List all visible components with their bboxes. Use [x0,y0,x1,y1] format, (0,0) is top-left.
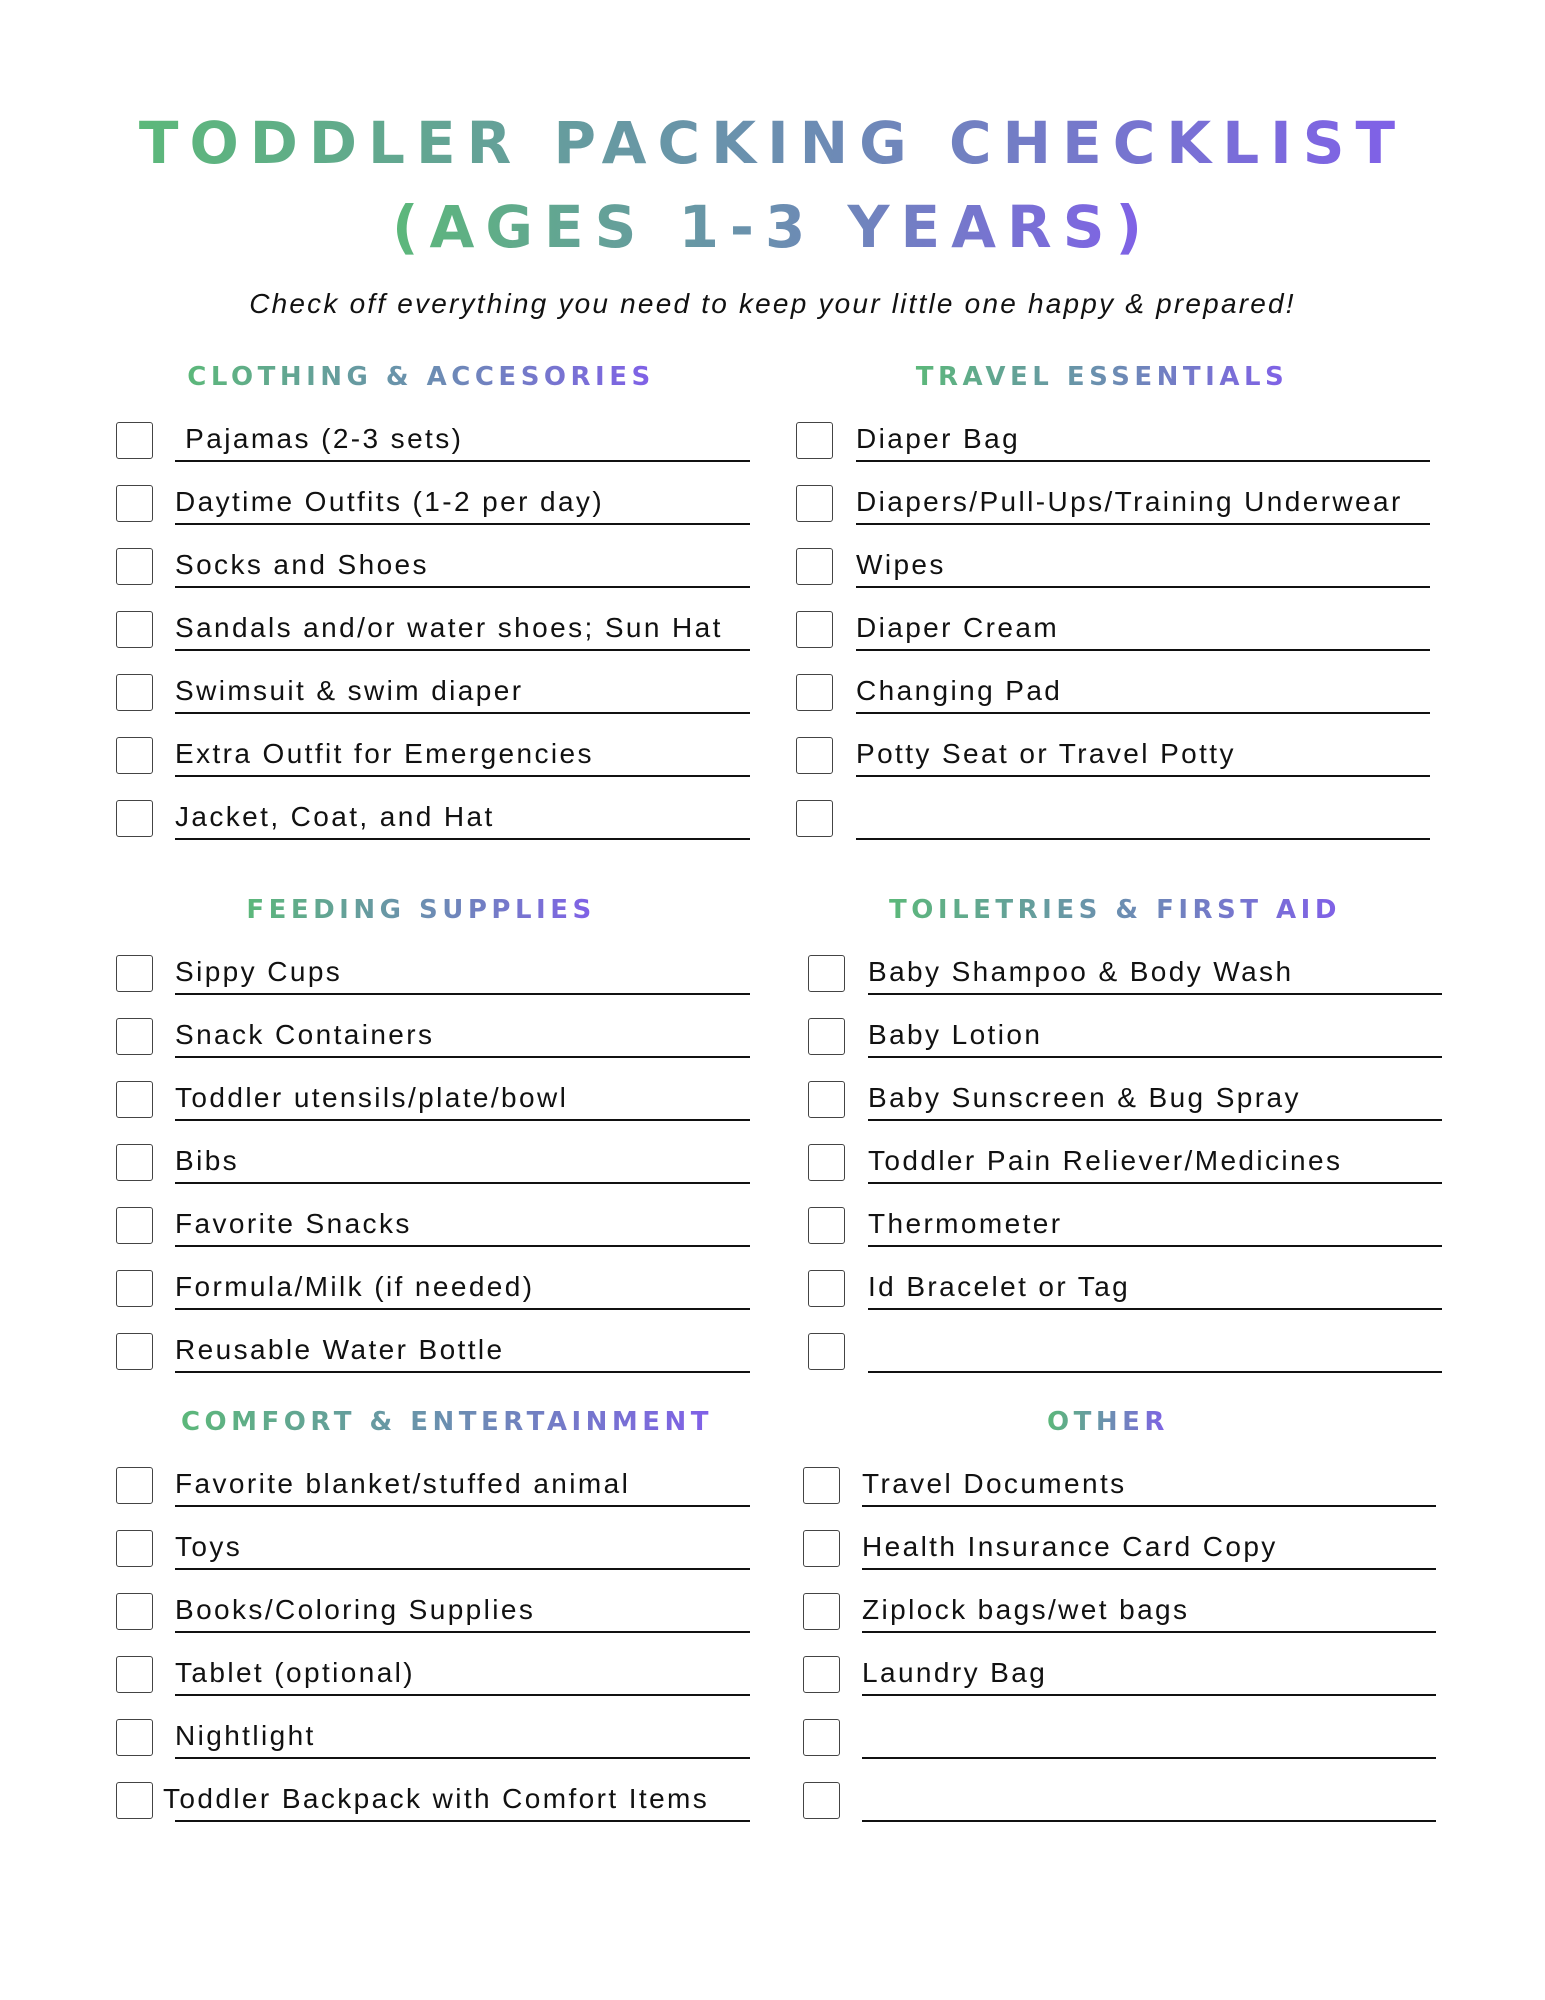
write-in-line [856,712,1430,714]
item-label: Favorite blanket/stuffed animal [175,1468,631,1499]
subtitle: Check off everything you need to keep your little one happy & prepared! [249,288,1296,319]
write-in-line [856,460,1430,462]
checkbox[interactable] [796,422,833,459]
item-label: Sippy Cups [175,956,343,987]
checkbox[interactable] [808,1270,845,1307]
item-label: Diaper Bag [856,423,1021,454]
checklist-item [0,737,1545,800]
item-label: Daytime Outfits (1-2 per day) [175,486,605,517]
item-label: Reusable Water Bottle [175,1334,505,1365]
item-label: Extra Outfit for Emergencies [175,738,594,769]
item-label: Books/Coloring Supplies [175,1594,536,1625]
checkbox[interactable] [808,1333,845,1370]
page-title-line2: (AGES 1-3 YEARS) [391,193,1153,261]
item-label: Jacket, Coat, and Hat [175,801,495,832]
item-label: Baby Lotion [868,1019,1043,1050]
item-label: Snack Containers [175,1019,435,1050]
write-in-line [862,1631,1436,1633]
section-title-comfort: COMFORT & ENTERTAINMENT [180,1407,714,1437]
checkbox[interactable] [803,1656,840,1693]
item-label: Baby Shampoo & Body Wash [868,956,1294,987]
item-label: Health Insurance Card Copy [862,1531,1278,1562]
checklist-item [0,800,1545,863]
item-label: Socks and Shoes [175,549,429,580]
item-label: Wipes [856,549,946,580]
checkbox[interactable] [803,1782,840,1819]
item-label: Toddler Backpack with Comfort Items [163,1783,710,1814]
item-label: Pajamas (2-3 sets) [175,423,464,454]
checkbox[interactable] [796,548,833,585]
checklist-item [0,1719,1545,1782]
page-title-line1: TODDLER PACKING CHECKLIST [138,109,1407,177]
checkbox[interactable] [808,1018,845,1055]
checkbox[interactable] [796,800,833,837]
write-in-line [856,523,1430,525]
item-label: Travel Documents [862,1468,1127,1499]
write-in-line [862,1694,1436,1696]
item-label: Toddler Pain Reliever/Medicines [868,1145,1343,1176]
checklist-item [0,1593,1545,1656]
item-label: Id Bracelet or Tag [868,1271,1131,1302]
checkbox[interactable] [808,1207,845,1244]
write-in-line [868,1245,1442,1247]
section-title-clothing: CLOTHING & ACCESORIES [187,362,655,392]
checkbox[interactable] [803,1719,840,1756]
item-label: Thermometer [868,1208,1063,1239]
write-in-line [868,1308,1442,1310]
checklist-item [0,1467,1545,1530]
checkbox[interactable] [803,1530,840,1567]
checklist-item [0,1270,1545,1333]
section-title-toiletries: TOILETRIES & FIRST AID [889,895,1341,925]
item-label: Diaper Cream [856,612,1060,643]
checkbox[interactable] [808,955,845,992]
checklist-item [0,955,1545,1018]
checkbox[interactable] [808,1144,845,1181]
checklist-item [0,1782,1545,1845]
item-label: Toddler utensils/plate/bowl [175,1082,569,1113]
checkbox[interactable] [796,611,833,648]
section-title-feeding: FEEDING SUPPLIES [246,895,596,925]
write-in-line [856,586,1430,588]
item-label: Formula/Milk (if needed) [175,1271,535,1302]
checklist-item [0,422,1545,485]
checkbox[interactable] [803,1593,840,1630]
item-label: Bibs [175,1145,240,1176]
write-in-line[interactable] [862,1820,1436,1822]
write-in-line[interactable] [856,838,1430,840]
item-label: Changing Pad [856,675,1063,706]
write-in-line [856,775,1430,777]
item-label: Favorite Snacks [175,1208,412,1239]
checkbox[interactable] [796,737,833,774]
item-label: Baby Sunscreen & Bug Spray [868,1082,1301,1113]
write-in-line[interactable] [862,1757,1436,1759]
write-in-line [862,1568,1436,1570]
write-in-line [868,1182,1442,1184]
checklist-item [0,1656,1545,1719]
item-label: Swimsuit & swim diaper [175,675,524,706]
checklist-item [0,1207,1545,1270]
checkbox[interactable] [796,485,833,522]
checklist-item [0,674,1545,737]
checklist-item [0,1018,1545,1081]
section-title-travel: TRAVEL ESSENTIALS [915,362,1289,392]
checklist-item [0,548,1545,611]
checklist-item [0,611,1545,674]
checkbox[interactable] [803,1467,840,1504]
item-label: Tablet (optional) [175,1657,416,1688]
checkbox[interactable] [796,674,833,711]
write-in-line [868,993,1442,995]
write-in-line [868,1119,1442,1121]
write-in-line[interactable] [868,1371,1442,1373]
write-in-line [868,1056,1442,1058]
item-label: Ziplock bags/wet bags [862,1594,1190,1625]
item-label: Diapers/Pull-Ups/Training Underwear [856,486,1403,517]
section-title-other: OTHER [1047,1407,1169,1437]
checklist-item [0,1081,1545,1144]
item-label: Potty Seat or Travel Potty [856,738,1236,769]
item-label: Toys [175,1531,243,1562]
write-in-line [856,649,1430,651]
item-label: Sandals and/or water shoes; Sun Hat [175,612,723,643]
write-in-line [862,1505,1436,1507]
checkbox[interactable] [808,1081,845,1118]
item-label: Laundry Bag [862,1657,1048,1688]
checklist-item [0,1530,1545,1593]
checklist-item [0,1144,1545,1207]
checklist-item [0,1333,1545,1396]
item-label: Nightlight [175,1720,316,1751]
checklist-item [0,485,1545,548]
